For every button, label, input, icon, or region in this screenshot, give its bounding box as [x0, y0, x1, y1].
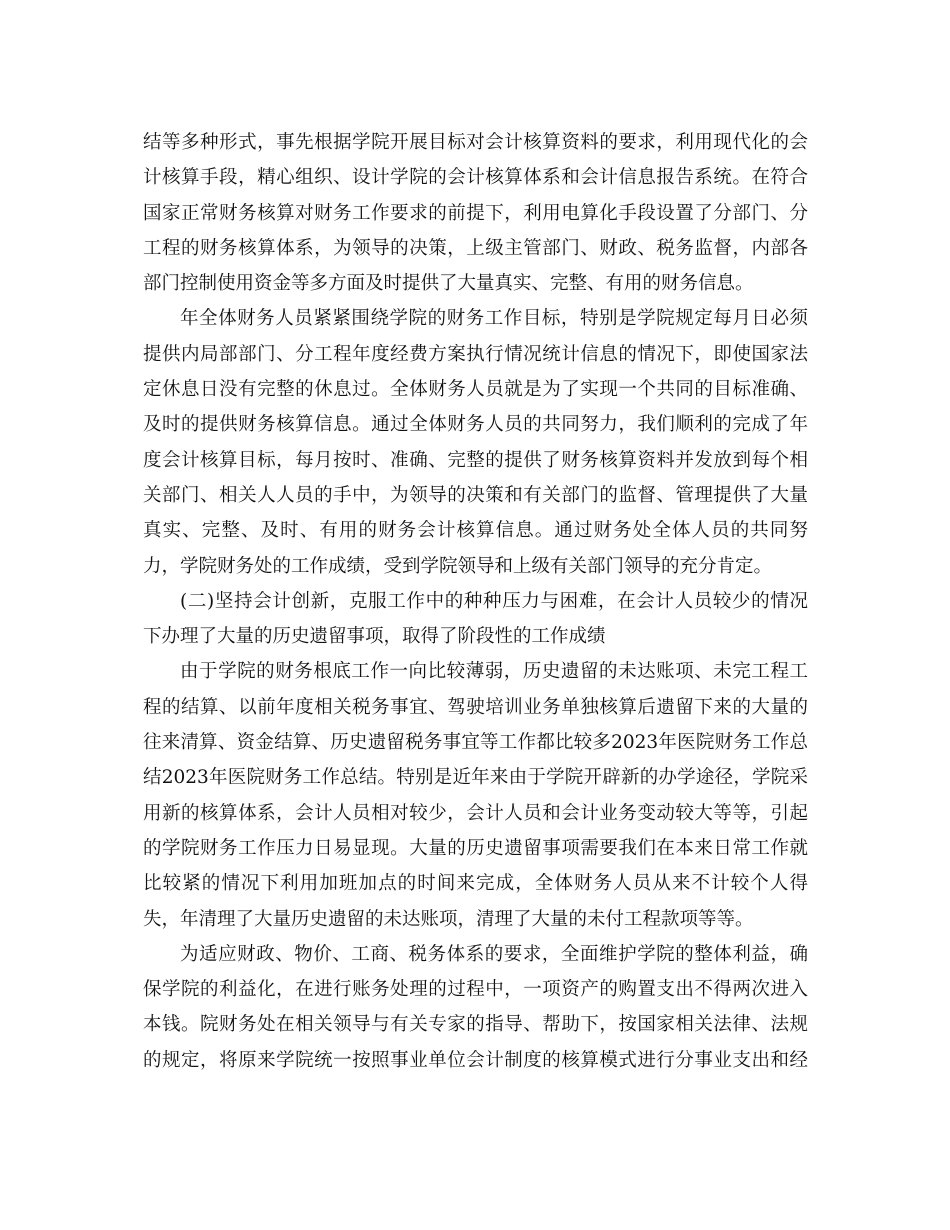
text-line: 部门控制使用资金等多方面及时提供了大量真实、完整、有用的财务信息。 [143, 273, 754, 295]
text-line: 真实、完整、及时、有用的财务会计核算信息。通过财务处全体人员的共同努 [143, 520, 808, 542]
text-line: 往来清算、资金结算、历史遗留税务事宜等工作都比较多2023年医院财务工作总 [143, 732, 808, 754]
text-line: 计核算手段，精心组织、设计学院的会计核算体系和会计信息报告系统。在符合 [143, 167, 808, 189]
text-line: 的规定，将原来学院统一按照事业单位会计制度的核算模式进行分事业支出和经 [143, 1049, 808, 1071]
text-line: 程的结算、以前年度相关税务事宜、驾驶培训业务单独核算后遗留下来的大量的 [143, 696, 808, 718]
text-line: 度会计核算目标，每月按时、准确、完整的提供了财务核算资料并发放到每个相 [143, 449, 808, 471]
body-text [143, 125, 808, 1078]
text-line: 由于学院的财务根底工作一向比较薄弱，历史遗留的未达账项、未完工程工 [180, 661, 808, 683]
text-line: 工程的财务核算体系，为领导的决策，上级主管部门、财政、税务监督，内部各 [143, 237, 808, 259]
text-line: 下办理了大量的历史遗留事项，取得了阶段性的工作成绩 [143, 626, 606, 648]
text-line: 的学院财务工作压力日易显现。大量的历史遗留事项需要我们在本来日常工作就 [143, 837, 808, 859]
text-line: 国家正常财务核算对财务工作要求的前提下，利用电算化手段设置了分部门、分 [143, 202, 808, 224]
text-line: 用新的核算体系，会计人员相对较少，会计人员和会计业务变动较大等等，引起 [143, 802, 808, 824]
text-line: 保学院的利益化，在进行账务处理的过程中，一项资产的购置支出不得两次进入 [143, 979, 808, 1001]
text-line: 失，年清理了大量历史遗留的未达账项，清理了大量的未付工程款项等等。 [143, 908, 754, 930]
text-line: 提供内局部部门、分工程年度经费方案执行情况统计信息的情况下，即使国家法 [143, 343, 808, 365]
text-line: 关部门、相关人人员的手中，为领导的决策和有关部门的监督、管理提供了大量 [143, 484, 808, 506]
text-line: 为适应财政、物价、工商、税务体系的要求，全面维护学院的整体利益，确 [180, 943, 808, 965]
text-line: 结等多种形式，事先根据学院开展目标对会计核算资料的要求，利用现代化的会 [143, 132, 808, 153]
text-line: 年全体财务人员紧紧围绕学院的财务工作目标，特别是学院规定每月日必须 [180, 308, 808, 330]
text-line: 本钱。院财务处在相关领导与有关专家的指导、帮助下，按国家相关法律、法规 [143, 1014, 808, 1036]
text-line: 结2023年医院财务工作总结。特别是近年来由于学院开辟新的办学途径，学院采 [143, 767, 808, 789]
text-line: 力，学院财务处的工作成绩，受到学院领导和上级有关部门领导的充分肯定。 [143, 555, 773, 577]
text-line: 及时的提供财务核算信息。通过全体财务人员的共同努力，我们顺利的完成了年 [143, 414, 808, 436]
text-line: (二)坚持会计创新，克服工作中的种种压力与困难，在会计人员较少的情况 [180, 590, 808, 612]
text-line: 定休息日没有完整的休息过。全体财务人员就是为了实现一个共同的目标准确、 [143, 379, 808, 401]
text-line: 比较紧的情况下利用加班加点的时间来完成，全体财务人员从来不计较个人得 [143, 873, 808, 895]
